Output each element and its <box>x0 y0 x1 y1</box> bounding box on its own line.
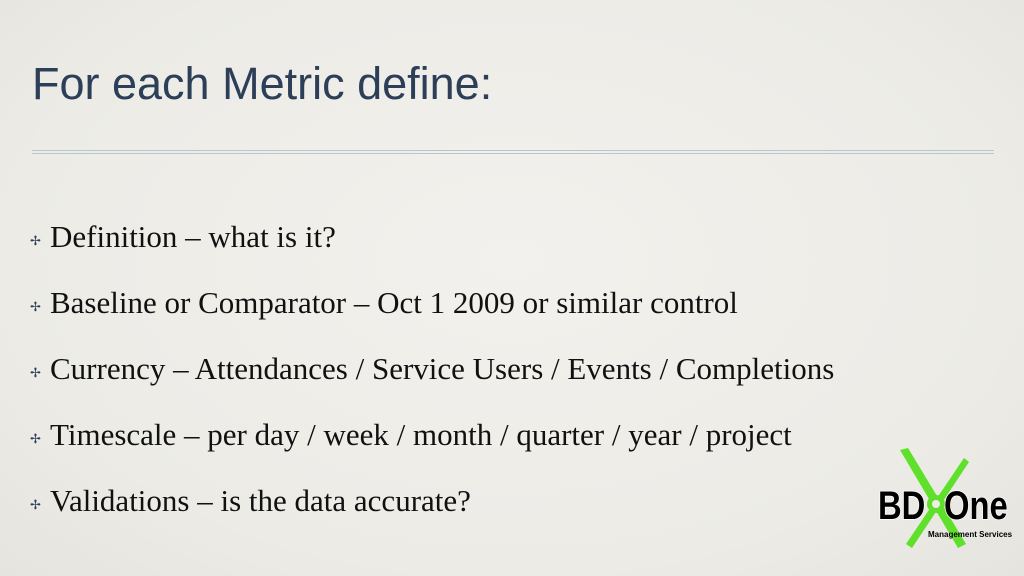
logo-bd-text: BD <box>878 482 926 528</box>
bullet-item-timescale <box>30 402 834 468</box>
logo-x-center-inner <box>932 500 940 508</box>
bullet-text: Currency – Attendances / Service Users / Events / Completions <box>50 351 835 386</box>
title-divider <box>32 150 994 154</box>
bullet-text: Definition – what is it? <box>50 219 336 254</box>
logo-graphic <box>872 448 1017 553</box>
bullet-cross-icon: ✢ <box>30 497 41 513</box>
bullet-text: Timescale – per day / week / month / quarter / year / project <box>50 417 792 452</box>
bullet-list <box>30 204 834 534</box>
logo-tagline: Management Services <box>928 530 1013 539</box>
bdxone-logo <box>872 448 1017 553</box>
bullet-text: Validations – is the data accurate? <box>50 483 471 518</box>
bullet-text: Baseline or Comparator – Oct 1 2009 or similar control <box>50 285 738 320</box>
bullet-item-baseline <box>30 270 834 336</box>
slide-title: For each Metric define: <box>32 58 493 109</box>
bullet-cross-icon: ✢ <box>30 431 41 447</box>
bullet-item-validations <box>30 468 834 534</box>
bullet-item-currency <box>30 336 834 402</box>
bullet-cross-icon: ✢ <box>30 233 41 249</box>
bullet-item-definition <box>30 204 834 270</box>
logo-one-text: One <box>944 482 1008 528</box>
bullet-cross-icon: ✢ <box>30 299 41 315</box>
bullet-cross-icon: ✢ <box>30 365 41 381</box>
